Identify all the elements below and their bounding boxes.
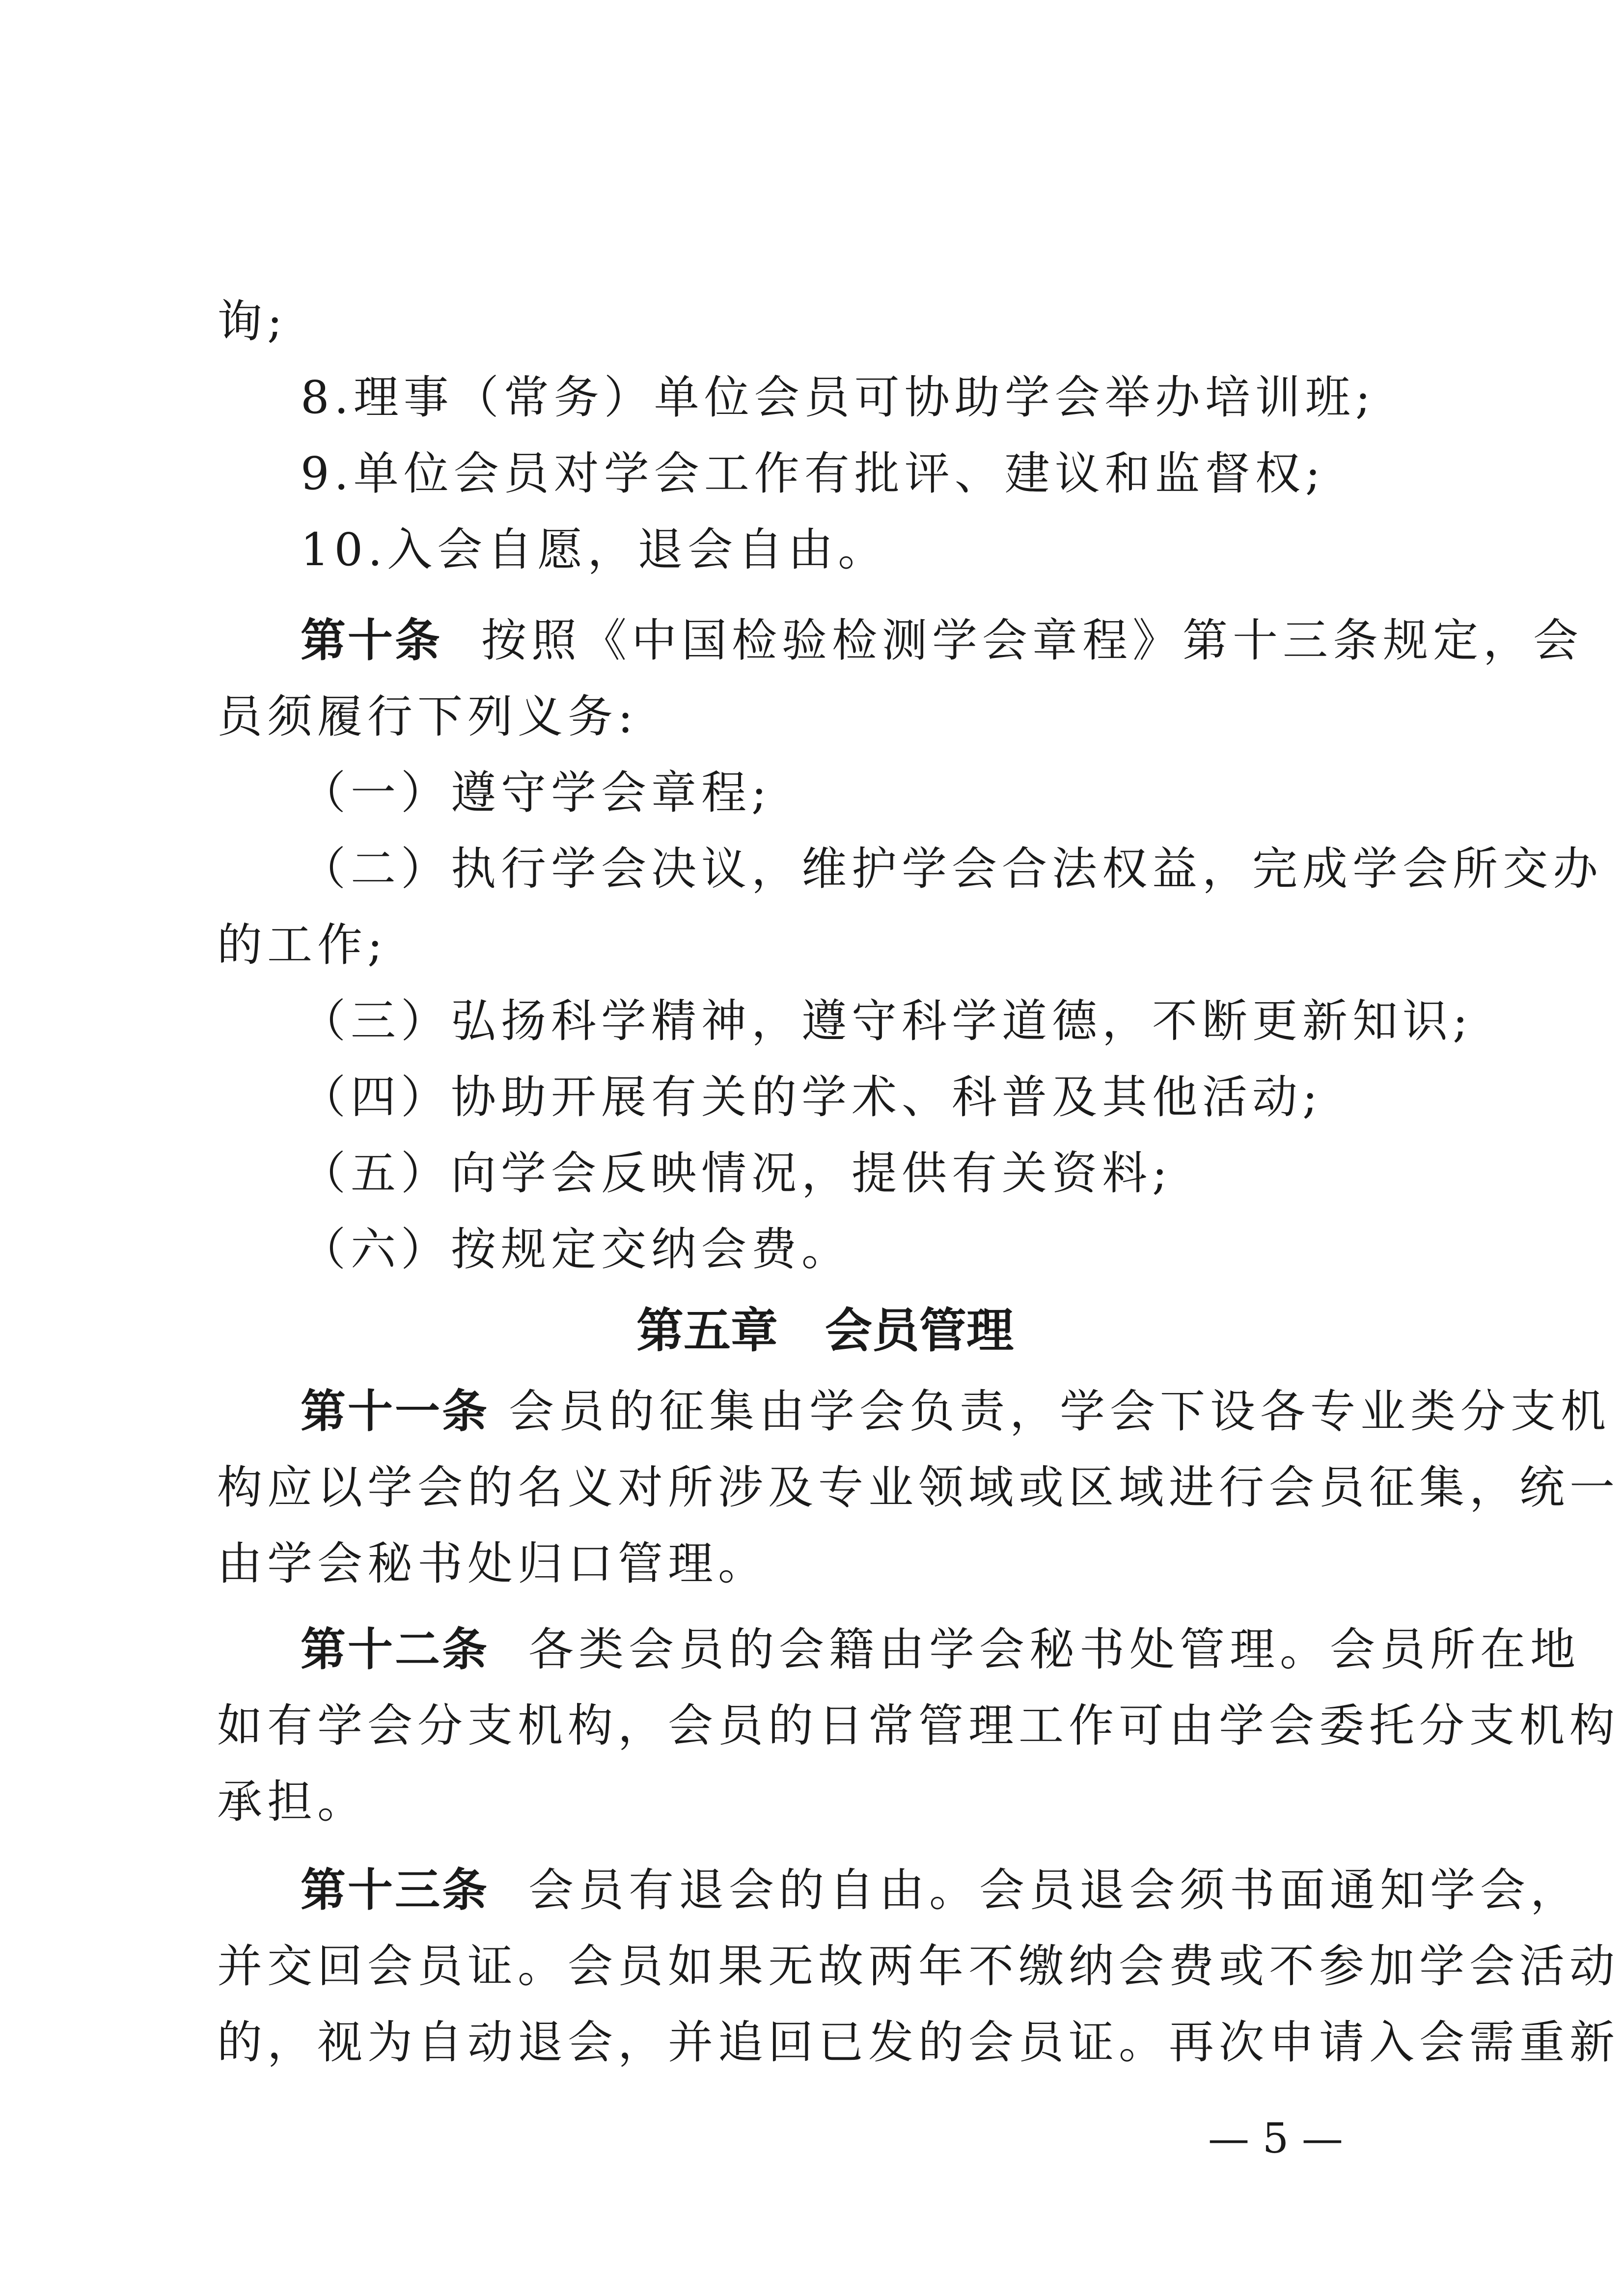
list-item: （三）弘扬科学精神，遵守科学道德，不断更新知识;	[301, 995, 1473, 1047]
article-number: 第十三条	[301, 1864, 490, 1916]
list-item: （六）按规定交纳会费。	[301, 1223, 852, 1276]
article-number: 第十二条	[301, 1623, 490, 1676]
text-line: 员须履行下列义务:	[217, 690, 638, 743]
article-11-line: 第十一条 会员的征集由学会负责，学会下设各专业类分支机	[301, 1385, 1611, 1438]
list-item: （五）向学会反映情况，提供有关资料;	[301, 1147, 1172, 1200]
list-item: （二）执行学会决议，维护学会合法权益，完成学会所交办	[301, 843, 1603, 895]
page-number: — 5 —	[1208, 2114, 1343, 2162]
text-line: 10.入会自愿，退会自由。	[301, 523, 888, 576]
list-item: （四）协助开展有关的学术、科普及其他活动;	[301, 1071, 1322, 1123]
text-line: 的工作;	[217, 919, 387, 971]
text-line: 构应以学会的名义对所涉及专业领域或区域进行会员征集，统一	[217, 1461, 1620, 1514]
text-line: 如有学会分支机构，会员的日常管理工作可由学会委托分支机构	[217, 1699, 1620, 1752]
text-line: 并交回会员证。会员如果无故两年不缴纳会费或不参加学会活动	[217, 1940, 1620, 1993]
chapter-heading: 第五章 会员管理	[636, 1303, 1014, 1358]
list-item: （一）遵守学会章程;	[301, 766, 771, 819]
text-line: 承担。	[217, 1776, 368, 1828]
text-line: 8.理事（常务）单位会员可协助学会举办培训班;	[301, 371, 1376, 424]
article-10-line: 第十条 按照《中国检验检测学会章程》第十三条规定，会	[301, 614, 1584, 667]
article-13-line: 第十三条 会员有退会的自由。会员退会须书面通知学会，	[301, 1864, 1581, 1916]
text-line: 询;	[217, 295, 287, 348]
text-line: 9.单位会员对学会工作有批评、建议和监督权;	[301, 447, 1325, 500]
text-line: 由学会秘书处归口管理。	[217, 1537, 769, 1590]
article-number: 第十一条	[301, 1385, 490, 1438]
text-line: 的，视为自动退会，并追回已发的会员证。再次申请入会需重新	[217, 2016, 1620, 2069]
article-12-line: 第十二条 各类会员的会籍由学会秘书处管理。会员所在地	[301, 1623, 1581, 1676]
article-number: 第十条	[301, 614, 442, 667]
